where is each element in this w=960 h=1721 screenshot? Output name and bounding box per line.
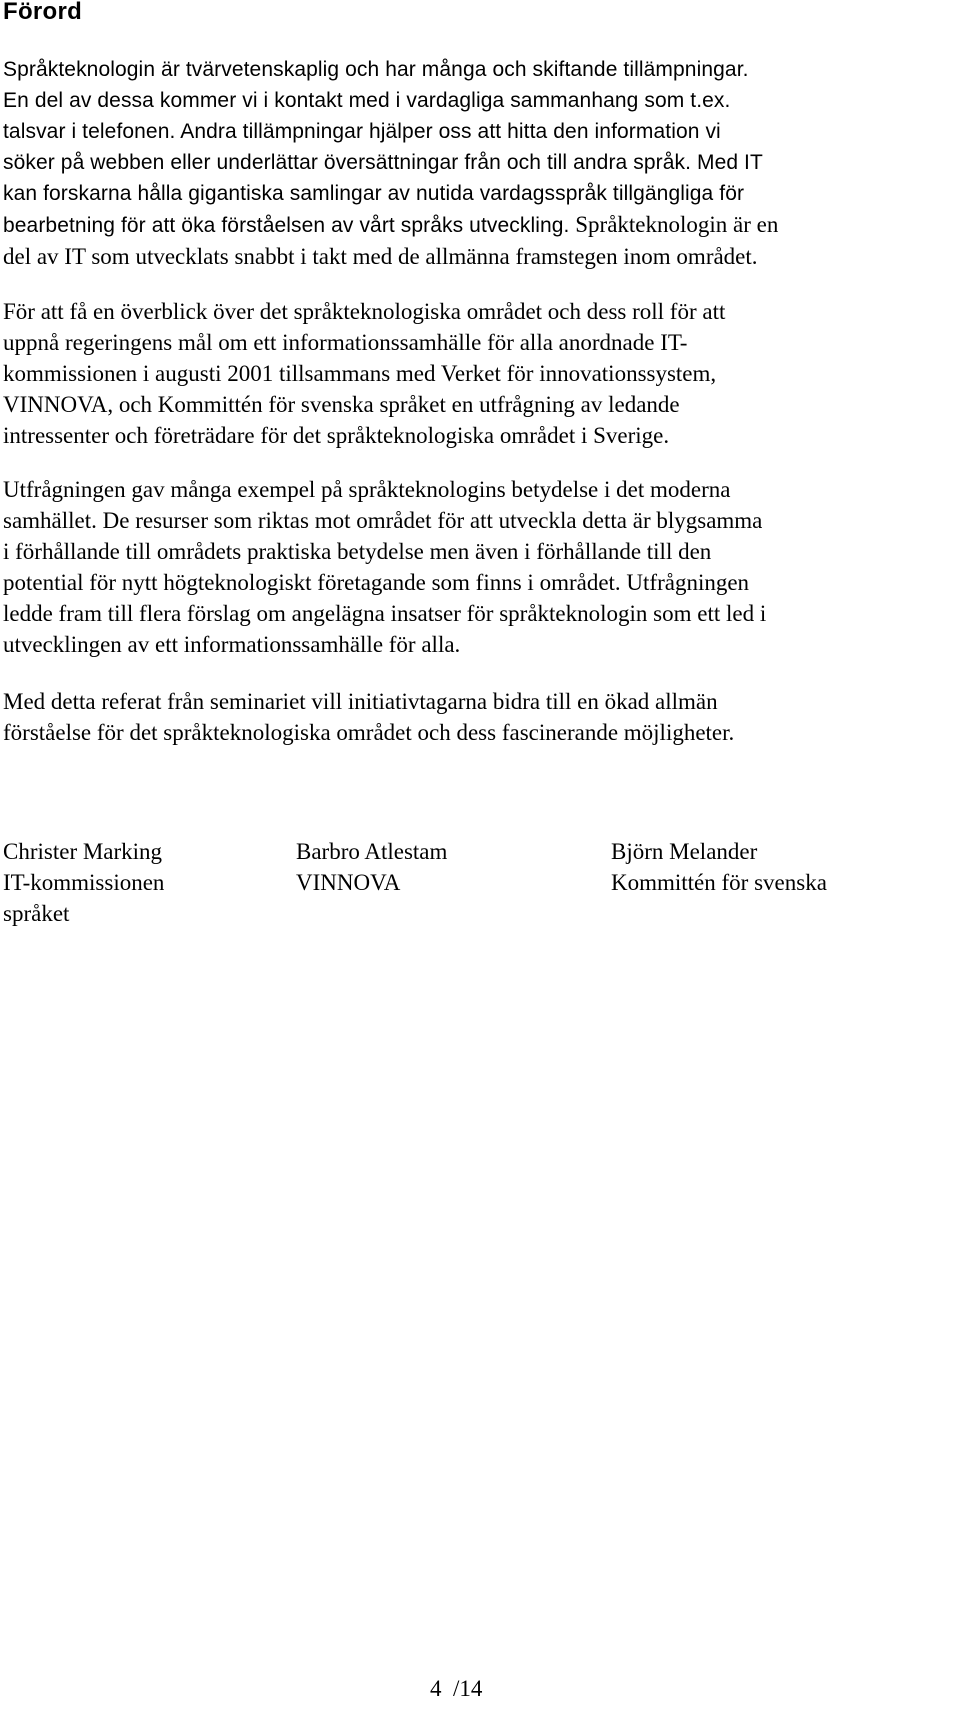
paragraph-intro [3,54,903,272]
page-number: 4 /14 [430,1676,483,1701]
text-line: utvecklingen av ett informationssamhälle för alla. [3,632,461,657]
signature-block-it-kommissionen [3,836,164,929]
text-line: kommissionen i augusti 2001 tillsammans med Verket för innovationssystem, [3,361,717,386]
text-segment: bearbetning för att öka förståelsen av vårt språks utveckling. [3,214,570,237]
text-line: förståelse för det språkteknologiska området och dess fascinerande möjligheter. [3,720,735,745]
signatory-name: Christer Marking [3,839,163,864]
text-line: i förhållande till områdets praktiska betydelse men även i förhållande till den [3,539,712,564]
text-line: Med detta referat från seminariet vill initiativtagarna bidra till en ökad allmän [3,689,718,714]
text-line: del av IT som utvecklats snabbt i takt med de allmänna framstegen inom området. [3,244,758,269]
signature-block-kommitten [611,836,827,898]
text-line: VINNOVA, och Kommittén för svenska språket en utfrågning av ledande [3,392,680,417]
paragraph-background [3,296,903,451]
paragraph-closing [3,686,903,748]
page-title: Förord [3,0,83,25]
text-line: kan forskarna hålla gigantiska samlingar av nutida vardagsspråk tillgängliga för [3,182,745,205]
text-line-mixed [3,209,903,241]
text-line: samhället. De resurser som riktas mot området för att utveckla detta är blygsamma [3,508,763,533]
signatory-organization: Kommittén för svenska [611,870,827,895]
signature-block-vinnova [296,836,447,898]
text-line: potential för nytt högteknologiskt företagande som finns i området. Utfrågningen [3,570,750,595]
signatory-organization: VINNOVA [296,870,401,895]
paragraph-findings [3,474,903,660]
text-line: För att få en överblick över det språkteknologiska området och dess roll för att [3,299,726,324]
text-line: intressenter och företrädare för det språkteknologiska området i Sverige. [3,423,670,448]
signatory-name: Björn Melander [611,839,758,864]
text-line: ledde fram till flera förslag om angelägna insatser för språkteknologin som ett led i [3,601,767,626]
text-segment: Språkteknologin är en [575,212,779,237]
text-line: talsvar i telefonen. Andra tillämpningar hjälper oss att hitta den information vi [3,120,721,143]
text-line: uppnå regeringens mål om ett informationssamhälle för alla anordnade IT- [3,330,688,355]
signatory-organization-continued: språket [3,901,70,926]
text-line: Språkteknologin är tvärvetenskaplig och har många och skiftande tillämpningar. [3,58,749,81]
signatory-name: Barbro Atlestam [296,839,448,864]
text-line: Utfrågningen gav många exempel på språkteknologins betydelse i det moderna [3,477,731,502]
text-line: söker på webben eller underlättar översättningar från och till andra språk. Med IT [3,151,763,174]
text-line: En del av dessa kommer vi i kontakt med i vardagliga sammanhang som t.ex. [3,89,731,112]
signatory-organization: IT-kommissionen [3,870,165,895]
